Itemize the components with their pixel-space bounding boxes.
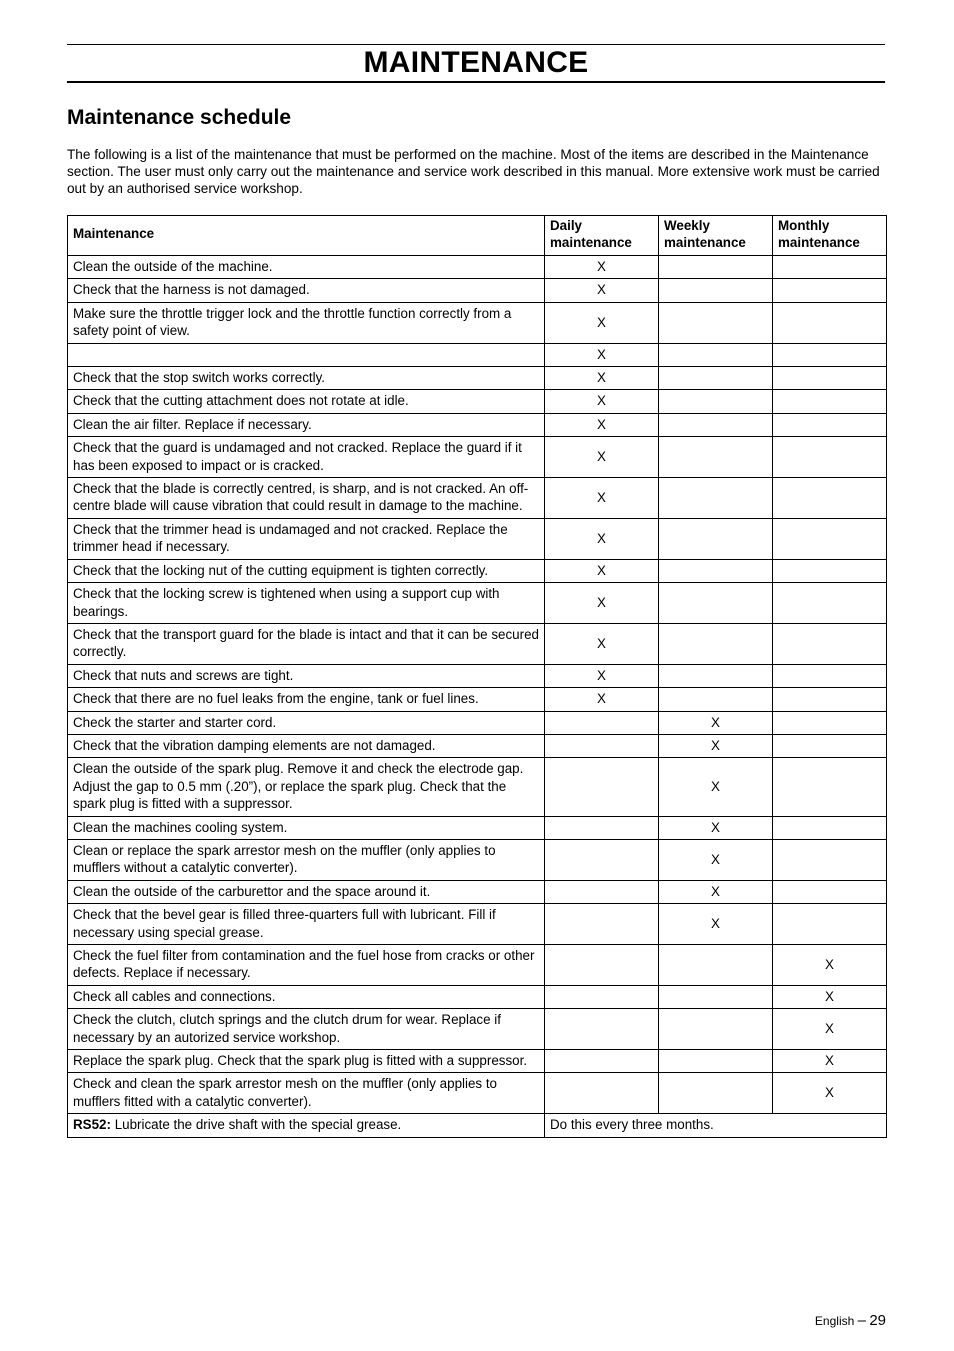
task-cell: Check that nuts and screws are tight.: [68, 664, 545, 687]
table-row: [68, 256, 887, 279]
monthly-cell: [773, 583, 887, 624]
weekly-cell: X: [659, 758, 773, 816]
table-row: [68, 302, 887, 343]
task-cell: Check and clean the spark arrestor mesh on the muffler (only applies to mufflers fitted with a catalytic converter).: [68, 1073, 545, 1114]
task-cell: Clean the outside of the spark plug. Remove it and check the electrode gap. Adjust the gap to 0.5 mm (.20”), or replace the spark plug. Check that the spark plug is fitted with a suppressor.: [68, 758, 545, 816]
monthly-cell: [773, 279, 887, 302]
daily-cell: X: [545, 623, 659, 664]
weekly-cell: [659, 1073, 773, 1114]
monthly-cell: X: [773, 1050, 887, 1073]
monthly-cell: [773, 390, 887, 413]
daily-cell: X: [545, 478, 659, 519]
monthly-cell: [773, 437, 887, 478]
task-cell: Make sure the throttle trigger lock and the throttle function correctly from a safety point of view.: [68, 302, 545, 343]
interval-note-cell: Do this every three months.: [545, 1114, 887, 1137]
task-cell: Check the clutch, clutch springs and the clutch drum for wear. Replace if necessary by an autorized service workshop.: [68, 1009, 545, 1050]
table-row: [68, 279, 887, 302]
table-row: [68, 623, 887, 664]
monthly-cell: X: [773, 1009, 887, 1050]
task-cell: Clean or replace the spark arrestor mesh on the muffler (only applies to mufflers without a catalytic converter).: [68, 839, 545, 880]
page-number: 29: [869, 1312, 886, 1329]
task-cell: Check that the locking screw is tightened when using a support cup with bearings.: [68, 583, 545, 624]
daily-cell: X: [545, 518, 659, 559]
page-footer: [815, 1312, 886, 1329]
task-cell: Check that the bevel gear is filled three-quarters full with lubricant. Fill if necessary using special grease.: [68, 904, 545, 945]
daily-cell: X: [545, 559, 659, 582]
table-row-rs52: [68, 1114, 887, 1137]
monthly-cell: [773, 904, 887, 945]
table-row: [68, 1050, 887, 1073]
table-row: [68, 839, 887, 880]
daily-cell: [545, 711, 659, 734]
weekly-cell: [659, 985, 773, 1008]
weekly-cell: [659, 343, 773, 366]
task-cell: Check the starter and starter cord.: [68, 711, 545, 734]
task-cell: Replace the spark plug. Check that the spark plug is fitted with a suppressor.: [68, 1050, 545, 1073]
weekly-cell: [659, 302, 773, 343]
daily-cell: X: [545, 302, 659, 343]
table-row: [68, 343, 887, 366]
intro-paragraph: The following is a list of the maintenance that must be performed on the machine. Most of the items are described in the Maintenance section. The user must only carry out the maintenance and service work described in this manual. More extensive work must be carried out by an authorised service workshop.: [67, 147, 880, 196]
weekly-cell: [659, 478, 773, 519]
daily-cell: [545, 758, 659, 816]
weekly-cell: [659, 1009, 773, 1050]
task-text: Lubricate the drive shaft with the special grease.: [110, 1117, 402, 1133]
daily-cell: X: [545, 390, 659, 413]
monthly-cell: [773, 839, 887, 880]
column-header-daily: Daily maintenance: [545, 216, 659, 256]
footer-language: English: [814, 1314, 855, 1328]
maintenance-schedule-table: [67, 215, 887, 1138]
weekly-cell: [659, 1050, 773, 1073]
weekly-cell: [659, 390, 773, 413]
task-cell: Clean the outside of the machine.: [68, 256, 545, 279]
monthly-cell: [773, 302, 887, 343]
table-row: [68, 945, 887, 986]
weekly-cell: X: [659, 734, 773, 757]
table-row: [68, 711, 887, 734]
table-row: [68, 734, 887, 757]
task-cell: Clean the outside of the carburettor and the space around it.: [68, 880, 545, 903]
weekly-cell: X: [659, 839, 773, 880]
weekly-cell: [659, 583, 773, 624]
weekly-cell: X: [659, 711, 773, 734]
daily-cell: [545, 904, 659, 945]
weekly-cell: [659, 413, 773, 436]
weekly-cell: [659, 623, 773, 664]
task-cell: [68, 343, 545, 366]
section-title: Maintenance schedule: [67, 106, 292, 129]
column-header-monthly: Monthly maintenance: [773, 216, 887, 256]
table-row: [68, 758, 887, 816]
table-row: [68, 583, 887, 624]
monthly-cell: X: [773, 1073, 887, 1114]
weekly-cell: [659, 559, 773, 582]
page-header: [67, 44, 885, 83]
table-row: [68, 1009, 887, 1050]
task-cell: Check that the guard is undamaged and not cracked. Replace the guard if it has been exposed to impact or is cracked.: [68, 437, 545, 478]
daily-cell: X: [545, 437, 659, 478]
task-cell: Clean the air filter. Replace if necessary.: [68, 413, 545, 436]
table-row: [68, 880, 887, 903]
monthly-cell: [773, 559, 887, 582]
task-cell: Check that the blade is correctly centred, is sharp, and is not cracked. An off-centre blade will cause vibration that could result in damage to the machine.: [68, 478, 545, 519]
table-row: [68, 664, 887, 687]
task-cell: Check that the stop switch works correctly.: [68, 367, 545, 390]
monthly-cell: [773, 664, 887, 687]
daily-cell: [545, 945, 659, 986]
daily-cell: X: [545, 664, 659, 687]
weekly-cell: X: [659, 816, 773, 839]
table-row: [68, 413, 887, 436]
table-row: [68, 559, 887, 582]
monthly-cell: [773, 413, 887, 436]
table-row: [68, 367, 887, 390]
monthly-cell: [773, 711, 887, 734]
task-cell: Clean the machines cooling system.: [68, 816, 545, 839]
monthly-cell: [773, 758, 887, 816]
weekly-cell: [659, 279, 773, 302]
monthly-cell: [773, 256, 887, 279]
weekly-cell: [659, 367, 773, 390]
weekly-cell: [659, 688, 773, 711]
weekly-cell: X: [659, 904, 773, 945]
monthly-cell: X: [773, 985, 887, 1008]
daily-cell: [545, 734, 659, 757]
task-cell: Check that the trimmer head is undamaged and not cracked. Replace the trimmer head if necessary.: [68, 518, 545, 559]
task-cell: Check that the vibration damping elements are not damaged.: [68, 734, 545, 757]
weekly-cell: [659, 664, 773, 687]
weekly-cell: [659, 256, 773, 279]
weekly-cell: [659, 437, 773, 478]
task-cell: Check the fuel filter from contamination and the fuel hose from cracks or other defects. Replace if necessary.: [68, 945, 545, 986]
task-cell: Check all cables and connections.: [68, 985, 545, 1008]
monthly-cell: [773, 478, 887, 519]
daily-cell: [545, 1009, 659, 1050]
daily-cell: [545, 1073, 659, 1114]
monthly-cell: [773, 367, 887, 390]
daily-cell: X: [545, 343, 659, 366]
monthly-cell: [773, 518, 887, 559]
weekly-cell: [659, 518, 773, 559]
table-row: [68, 816, 887, 839]
weekly-cell: X: [659, 880, 773, 903]
task-cell: Check that there are no fuel leaks from the engine, tank or fuel lines.: [68, 688, 545, 711]
monthly-cell: [773, 343, 887, 366]
daily-cell: X: [545, 279, 659, 302]
task-cell: [68, 1114, 545, 1137]
table-row: [68, 904, 887, 945]
task-cell: Check that the transport guard for the blade is intact and that it can be secured correctly.: [68, 623, 545, 664]
column-header-weekly: Weekly maintenance: [659, 216, 773, 256]
table-body: [68, 256, 887, 1138]
table-row: [68, 985, 887, 1008]
table-row: [68, 1073, 887, 1114]
daily-cell: X: [545, 367, 659, 390]
daily-cell: [545, 816, 659, 839]
monthly-cell: [773, 816, 887, 839]
table-row: [68, 437, 887, 478]
model-label: RS52:: [73, 1117, 111, 1133]
daily-cell: [545, 880, 659, 903]
monthly-cell: [773, 623, 887, 664]
daily-cell: [545, 839, 659, 880]
daily-cell: X: [545, 256, 659, 279]
table-header-row: [68, 216, 887, 256]
footer-separator: –: [857, 1312, 866, 1329]
monthly-cell: X: [773, 945, 887, 986]
task-cell: Check that the cutting attachment does not rotate at idle.: [68, 390, 545, 413]
task-cell: Check that the harness is not damaged.: [68, 279, 545, 302]
column-header-maintenance: Maintenance: [68, 216, 545, 256]
monthly-cell: [773, 734, 887, 757]
table-row: [68, 518, 887, 559]
task-cell: Check that the locking nut of the cutting equipment is tighten correctly.: [68, 559, 545, 582]
monthly-cell: [773, 688, 887, 711]
table-row: [68, 478, 887, 519]
daily-cell: [545, 1050, 659, 1073]
weekly-cell: [659, 945, 773, 986]
table-row: [68, 688, 887, 711]
daily-cell: [545, 985, 659, 1008]
table-row: [68, 390, 887, 413]
page-title: MAINTENANCE: [363, 46, 589, 79]
daily-cell: X: [545, 413, 659, 436]
monthly-cell: [773, 880, 887, 903]
daily-cell: X: [545, 688, 659, 711]
daily-cell: X: [545, 583, 659, 624]
